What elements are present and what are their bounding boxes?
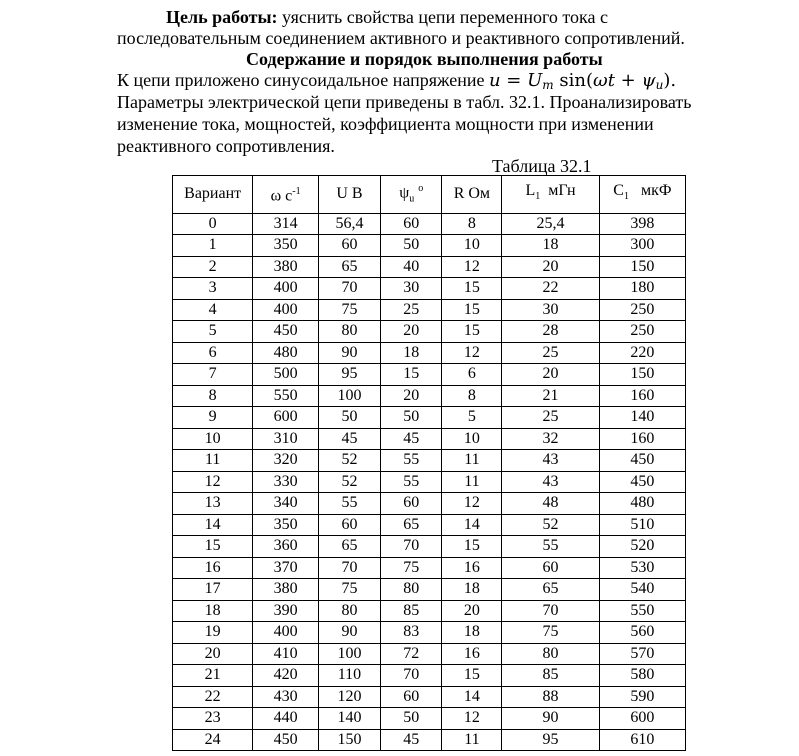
cell-resistance: 11 <box>442 450 502 472</box>
cell-variant: 11 <box>173 450 253 472</box>
cell-omega: 430 <box>253 686 319 708</box>
table-caption: Таблица 32.1 <box>492 156 592 176</box>
table-row <box>173 407 686 429</box>
header-voltage: U В <box>318 176 380 214</box>
table-row <box>173 557 686 579</box>
cell-psi: 45 <box>380 428 442 450</box>
cell-psi: 75 <box>380 557 442 579</box>
cell-resistance: 11 <box>442 729 502 751</box>
cell-inductance: 22 <box>502 278 600 300</box>
voltage-formula: $u = U_m$ $\sin(\omega t + \psi_u)$. <box>488 70 677 92</box>
paragraph-line-4: реактивного сопротивления. <box>117 136 335 156</box>
section-title: Содержание и порядок выполнения работы <box>246 49 603 69</box>
table-row <box>173 321 686 343</box>
cell-psi: 25 <box>380 299 442 321</box>
table-row <box>173 213 686 235</box>
cell-variant: 14 <box>173 514 253 536</box>
table-row <box>173 278 686 300</box>
cell-omega: 450 <box>253 321 319 343</box>
cell-resistance: 15 <box>442 665 502 687</box>
cell-variant: 13 <box>173 493 253 515</box>
cell-psi: 20 <box>380 321 442 343</box>
cell-inductance: 52 <box>502 514 600 536</box>
cell-resistance: 15 <box>442 321 502 343</box>
cell-capacitance: 160 <box>599 428 685 450</box>
table-row <box>173 364 686 386</box>
table-row <box>173 686 686 708</box>
cell-voltage: 60 <box>318 514 380 536</box>
cell-capacitance: 250 <box>599 299 685 321</box>
cell-variant: 19 <box>173 622 253 644</box>
cell-capacitance: 398 <box>599 213 685 235</box>
goal-line <box>166 6 608 28</box>
goal-text: уяснить свойства цепи переменного тока с <box>277 7 608 27</box>
cell-voltage: 55 <box>318 493 380 515</box>
cell-capacitance: 150 <box>599 364 685 386</box>
cell-omega: 420 <box>253 665 319 687</box>
cell-voltage: 70 <box>318 278 380 300</box>
cell-variant: 20 <box>173 643 253 665</box>
table-row <box>173 622 686 644</box>
cell-variant: 12 <box>173 471 253 493</box>
cell-psi: 72 <box>380 643 442 665</box>
cell-capacitance: 140 <box>599 407 685 429</box>
cell-omega: 440 <box>253 708 319 730</box>
cell-capacitance: 540 <box>599 579 685 601</box>
cell-voltage: 45 <box>318 428 380 450</box>
cell-variant: 4 <box>173 299 253 321</box>
cell-inductance: 21 <box>502 385 600 407</box>
cell-voltage: 75 <box>318 579 380 601</box>
cell-capacitance: 560 <box>599 622 685 644</box>
cell-voltage: 56,4 <box>318 213 380 235</box>
cell-psi: 83 <box>380 622 442 644</box>
cell-psi: 55 <box>380 471 442 493</box>
cell-omega: 370 <box>253 557 319 579</box>
cell-voltage: 65 <box>318 256 380 278</box>
table-row <box>173 385 686 407</box>
cell-variant: 17 <box>173 579 253 601</box>
table-row <box>173 579 686 601</box>
table-row <box>173 536 686 558</box>
cell-omega: 350 <box>253 514 319 536</box>
cell-capacitance: 250 <box>599 321 685 343</box>
cell-voltage: 65 <box>318 536 380 558</box>
cell-voltage: 50 <box>318 407 380 429</box>
cell-omega: 400 <box>253 622 319 644</box>
cell-omega: 310 <box>253 428 319 450</box>
cell-inductance: 85 <box>502 665 600 687</box>
cell-resistance: 10 <box>442 428 502 450</box>
cell-resistance: 15 <box>442 278 502 300</box>
cell-voltage: 90 <box>318 342 380 364</box>
cell-inductance: 88 <box>502 686 600 708</box>
cell-resistance: 12 <box>442 342 502 364</box>
cell-omega: 600 <box>253 407 319 429</box>
cell-inductance: 32 <box>502 428 600 450</box>
cell-psi: 60 <box>380 686 442 708</box>
cell-inductance: 25 <box>502 342 600 364</box>
cell-variant: 16 <box>173 557 253 579</box>
cell-inductance: 55 <box>502 536 600 558</box>
table-row <box>173 493 686 515</box>
cell-psi: 15 <box>380 364 442 386</box>
table-row <box>173 450 686 472</box>
cell-variant: 6 <box>173 342 253 364</box>
cell-psi: 18 <box>380 342 442 364</box>
table-row <box>173 299 686 321</box>
cell-inductance: 80 <box>502 643 600 665</box>
cell-resistance: 10 <box>442 235 502 257</box>
cell-variant: 15 <box>173 536 253 558</box>
table-row <box>173 600 686 622</box>
cell-resistance: 12 <box>442 493 502 515</box>
cell-psi: 30 <box>380 278 442 300</box>
cell-voltage: 52 <box>318 471 380 493</box>
cell-voltage: 140 <box>318 708 380 730</box>
cell-capacitance: 150 <box>599 256 685 278</box>
cell-omega: 350 <box>253 235 319 257</box>
cell-resistance: 18 <box>442 622 502 644</box>
cell-variant: 0 <box>173 213 253 235</box>
cell-capacitance: 520 <box>599 536 685 558</box>
cell-resistance: 8 <box>442 385 502 407</box>
cell-psi: 65 <box>380 514 442 536</box>
cell-variant: 21 <box>173 665 253 687</box>
cell-inductance: 20 <box>502 256 600 278</box>
cell-capacitance: 600 <box>599 708 685 730</box>
table-row <box>173 665 686 687</box>
header-psi: $\psi_u$ $^о$ <box>380 176 442 214</box>
cell-psi: 50 <box>380 235 442 257</box>
cell-resistance: 12 <box>442 708 502 730</box>
cell-omega: 314 <box>253 213 319 235</box>
cell-resistance: 11 <box>442 471 502 493</box>
cell-voltage: 120 <box>318 686 380 708</box>
table-header-row <box>173 176 686 214</box>
cell-inductance: 90 <box>502 708 600 730</box>
cell-resistance: 15 <box>442 299 502 321</box>
cell-variant: 18 <box>173 600 253 622</box>
header-resistance: R Ом <box>442 176 502 214</box>
cell-voltage: 95 <box>318 364 380 386</box>
cell-voltage: 75 <box>318 299 380 321</box>
header-capacitance: $C_1$ мкФ <box>599 176 685 214</box>
cell-psi: 60 <box>380 493 442 515</box>
cell-inductance: 43 <box>502 471 600 493</box>
cell-omega: 360 <box>253 536 319 558</box>
cell-voltage: 70 <box>318 557 380 579</box>
cell-voltage: 100 <box>318 385 380 407</box>
cell-resistance: 16 <box>442 643 502 665</box>
cell-variant: 22 <box>173 686 253 708</box>
cell-psi: 55 <box>380 450 442 472</box>
cell-voltage: 52 <box>318 450 380 472</box>
cell-capacitance: 160 <box>599 385 685 407</box>
cell-voltage: 110 <box>318 665 380 687</box>
cell-voltage: 80 <box>318 600 380 622</box>
cell-resistance: 16 <box>442 557 502 579</box>
cell-voltage: 80 <box>318 321 380 343</box>
cell-omega: 380 <box>253 579 319 601</box>
cell-resistance: 12 <box>442 256 502 278</box>
cell-inductance: 43 <box>502 450 600 472</box>
cell-inductance: 65 <box>502 579 600 601</box>
table-row <box>173 235 686 257</box>
cell-variant: 8 <box>173 385 253 407</box>
paragraph-line-3: изменение тока, мощностей, коэффициента мощности при изменении <box>117 114 654 134</box>
table-row <box>173 729 686 751</box>
cell-resistance: 6 <box>442 364 502 386</box>
cell-inductance: 25,4 <box>502 213 600 235</box>
cell-variant: 3 <box>173 278 253 300</box>
table-row <box>173 514 686 536</box>
goal-label: Цель работы: <box>166 7 278 27</box>
parameters-table <box>172 175 686 751</box>
cell-capacitance: 220 <box>599 342 685 364</box>
cell-omega: 410 <box>253 643 319 665</box>
cell-inductance: 60 <box>502 557 600 579</box>
paragraph-line-2: Параметры электрической цепи приведены в табл. 32.1. Проанализировать <box>117 92 692 112</box>
cell-inductance: 75 <box>502 622 600 644</box>
cell-psi: 80 <box>380 579 442 601</box>
cell-omega: 550 <box>253 385 319 407</box>
table-row <box>173 428 686 450</box>
table-row <box>173 643 686 665</box>
cell-voltage: 150 <box>318 729 380 751</box>
cell-psi: 70 <box>380 665 442 687</box>
cell-psi: 20 <box>380 385 442 407</box>
cell-capacitance: 180 <box>599 278 685 300</box>
cell-capacitance: 610 <box>599 729 685 751</box>
cell-variant: 1 <box>173 235 253 257</box>
cell-variant: 9 <box>173 407 253 429</box>
cell-resistance: 14 <box>442 686 502 708</box>
cell-omega: 480 <box>253 342 319 364</box>
cell-inductance: 70 <box>502 600 600 622</box>
cell-omega: 500 <box>253 364 319 386</box>
cell-capacitance: 510 <box>599 514 685 536</box>
cell-inductance: 25 <box>502 407 600 429</box>
cell-psi: 50 <box>380 708 442 730</box>
cell-psi: 40 <box>380 256 442 278</box>
cell-capacitance: 450 <box>599 471 685 493</box>
cell-capacitance: 300 <box>599 235 685 257</box>
cell-omega: 390 <box>253 600 319 622</box>
cell-psi: 50 <box>380 407 442 429</box>
cell-capacitance: 450 <box>599 450 685 472</box>
cell-omega: 380 <box>253 256 319 278</box>
cell-capacitance: 590 <box>599 686 685 708</box>
cell-omega: 450 <box>253 729 319 751</box>
cell-capacitance: 550 <box>599 600 685 622</box>
cell-omega: 330 <box>253 471 319 493</box>
header-inductance: $L_1$ мГн <box>502 176 600 214</box>
cell-variant: 2 <box>173 256 253 278</box>
cell-variant: 23 <box>173 708 253 730</box>
cell-variant: 7 <box>173 364 253 386</box>
cell-inductance: 18 <box>502 235 600 257</box>
cell-psi: 85 <box>380 600 442 622</box>
cell-omega: 400 <box>253 299 319 321</box>
cell-resistance: 8 <box>442 213 502 235</box>
header-omega: ω $с^{-1}$ <box>253 176 319 214</box>
cell-psi: 70 <box>380 536 442 558</box>
cell-inductance: 28 <box>502 321 600 343</box>
cell-resistance: 20 <box>442 600 502 622</box>
table-row <box>173 471 686 493</box>
cell-variant: 5 <box>173 321 253 343</box>
cell-inductance: 30 <box>502 299 600 321</box>
table-row <box>173 342 686 364</box>
intro-text: К цепи приложено синусоидальное напряжение <box>117 70 485 90</box>
cell-capacitance: 480 <box>599 493 685 515</box>
cell-resistance: 15 <box>442 536 502 558</box>
goal-text-continued: последовательным соединением активного и реактивного сопротивлений. <box>117 28 685 48</box>
table-row <box>173 708 686 730</box>
cell-voltage: 100 <box>318 643 380 665</box>
cell-omega: 400 <box>253 278 319 300</box>
cell-psi: 45 <box>380 729 442 751</box>
cell-resistance: 5 <box>442 407 502 429</box>
cell-resistance: 18 <box>442 579 502 601</box>
table-row <box>173 256 686 278</box>
cell-voltage: 60 <box>318 235 380 257</box>
cell-capacitance: 530 <box>599 557 685 579</box>
cell-omega: 340 <box>253 493 319 515</box>
cell-capacitance: 580 <box>599 665 685 687</box>
cell-inductance: 95 <box>502 729 600 751</box>
cell-psi: 60 <box>380 213 442 235</box>
cell-variant: 10 <box>173 428 253 450</box>
cell-omega: 320 <box>253 450 319 472</box>
cell-variant: 24 <box>173 729 253 751</box>
cell-resistance: 14 <box>442 514 502 536</box>
table-body <box>173 213 686 751</box>
cell-inductance: 20 <box>502 364 600 386</box>
cell-inductance: 48 <box>502 493 600 515</box>
cell-voltage: 90 <box>318 622 380 644</box>
cell-capacitance: 570 <box>599 643 685 665</box>
header-variant: Вариант <box>173 176 253 214</box>
